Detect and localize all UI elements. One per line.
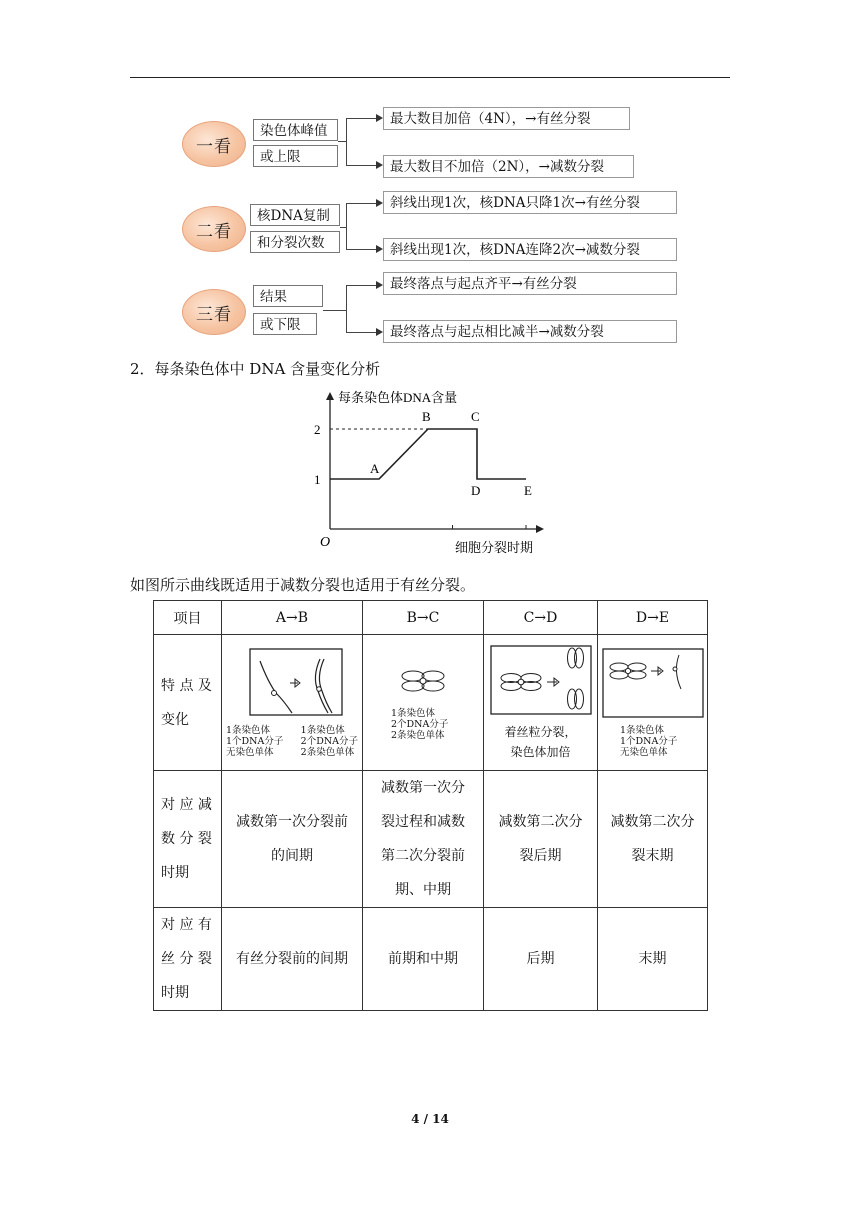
x-axis-arrow bbox=[536, 525, 544, 533]
y-axis-label: 每条染色体DNA含量 bbox=[338, 390, 458, 405]
table-cell: 有丝分裂前的间期 bbox=[222, 908, 363, 1011]
point-label-D: D bbox=[471, 483, 481, 498]
table-header-row bbox=[154, 601, 708, 635]
dna-series-line bbox=[330, 429, 526, 479]
table-cell: 减数第二次分 裂末期 bbox=[598, 771, 708, 908]
criteria-box: 或下限 bbox=[253, 313, 317, 335]
criteria-box: 结果 bbox=[253, 285, 323, 307]
result-box: 斜线出现1次，核DNA只降1次→有丝分裂 bbox=[383, 191, 677, 214]
ab-illustration: 1条染色体 1个DNA分子 无染色单体 1条染色体 2个DNA分子 2条染色单体 bbox=[222, 635, 363, 771]
bc-illustration: 1条染色体 2个DNA分子 2条染色单体 bbox=[363, 635, 484, 771]
x-axis-label: 细胞分裂时期 bbox=[455, 540, 534, 555]
chromosome-split-icon bbox=[601, 647, 705, 719]
dna-content-chart bbox=[300, 384, 560, 562]
double-chromatid-icon bbox=[393, 664, 453, 698]
criteria-box: 或上限 bbox=[253, 145, 338, 167]
header-cell: D→E bbox=[598, 601, 708, 635]
criteria-box: 染色体峰值 bbox=[253, 119, 338, 141]
point-label-E: E bbox=[524, 483, 532, 498]
row-label: 对 应 减 数 分 裂 时期 bbox=[154, 771, 222, 908]
result-box: 最大数目加倍（4N），→有丝分裂 bbox=[383, 107, 630, 130]
method-oval-3: 三看 bbox=[182, 289, 246, 335]
cd-illustration: 着丝粒分裂， 染色体加倍 bbox=[484, 635, 598, 771]
result-box: 最终落点与起点相比减半→减数分裂 bbox=[383, 320, 677, 343]
section-heading: 2．每条染色体中 DNA 含量变化分析 bbox=[130, 360, 381, 378]
y-tick-label: 1 bbox=[314, 472, 321, 487]
table-cell: 后期 bbox=[484, 908, 598, 1011]
header-cell: C→D bbox=[484, 601, 598, 635]
centromere-split-icon bbox=[489, 644, 593, 716]
page-number: 4 / 14 bbox=[411, 1112, 449, 1126]
table-row bbox=[154, 771, 708, 908]
chromosome-replication-icon bbox=[232, 647, 352, 717]
table-cell: 前期和中期 bbox=[363, 908, 484, 1011]
header-cell: B→C bbox=[363, 601, 484, 635]
note-text: 如图所示曲线既适用于减数分裂也适用于有丝分裂。 bbox=[130, 576, 476, 594]
table-cell: 减数第一次分裂前 的间期 bbox=[222, 771, 363, 908]
table-cell: 减数第二次分 裂后期 bbox=[484, 771, 598, 908]
point-label-B: B bbox=[422, 409, 431, 424]
header-cell: A→B bbox=[222, 601, 363, 635]
row-label: 特 点 及 变化 bbox=[154, 635, 222, 771]
point-label-C: C bbox=[471, 409, 480, 424]
criteria-box: 核DNA复制 bbox=[250, 204, 340, 226]
table-row bbox=[154, 908, 708, 1011]
method-oval-1: 一看 bbox=[182, 121, 246, 167]
y-axis-arrow bbox=[326, 392, 334, 400]
table-cell: 末期 bbox=[598, 908, 708, 1011]
point-label-A: A bbox=[370, 461, 380, 476]
origin-label: O bbox=[320, 535, 331, 550]
method-oval-2: 二看 bbox=[182, 206, 246, 252]
table-cell: 减数第一次分 裂过程和减数 第二次分裂前 期、中期 bbox=[363, 771, 484, 908]
y-tick-label: 2 bbox=[314, 422, 321, 437]
result-box: 最大数目不加倍（2N），→减数分裂 bbox=[383, 155, 634, 178]
criteria-box: 和分裂次数 bbox=[250, 231, 340, 253]
result-box: 斜线出现1次，核DNA连降2次→减数分裂 bbox=[383, 238, 677, 261]
analysis-table bbox=[153, 600, 708, 1011]
de-illustration: 1条染色体 1个DNA分子 无染色单体 bbox=[598, 635, 708, 771]
table-row bbox=[154, 635, 708, 771]
row-label: 对 应 有 丝 分 裂 时期 bbox=[154, 908, 222, 1011]
header-rule bbox=[130, 77, 730, 78]
header-cell: 项目 bbox=[154, 601, 222, 635]
result-box: 最终落点与起点齐平→有丝分裂 bbox=[383, 272, 677, 295]
